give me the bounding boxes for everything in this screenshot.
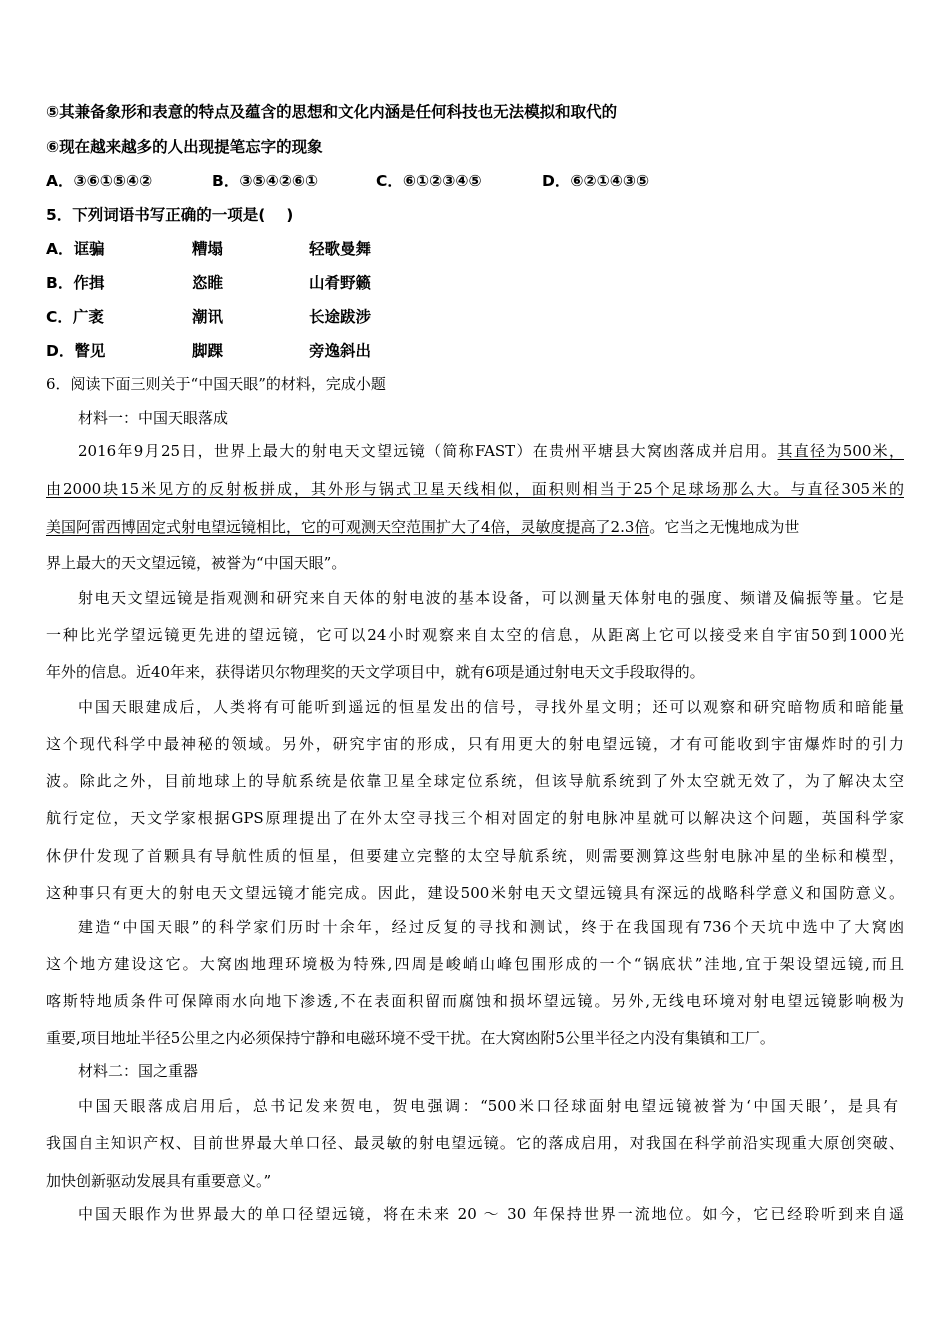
q4-option-c[interactable]: C．⑥①②③④⑤ xyxy=(376,172,482,190)
option-label: B．作揖 xyxy=(46,274,105,292)
p2-line-3: 年外的信息。近40年来，获得诺贝尔物理奖的天文学项目中，就有6项是通过射电天文手段取得的。 xyxy=(46,663,705,681)
p3-line-2: 这个现代科学中最神秘的领域。另外，研究宇宙的形成，只有用更大的射电望远镜，才有可能收到宇宙爆炸时的引力 xyxy=(46,735,904,753)
p2-line-2: 一种比光学望远镜更先进的望远镜，它可以24小时观察来自太空的信息，从距离上它可以接受来自宇宙50到1000光 xyxy=(46,626,904,644)
p3-line-3: 波。除此之外，目前地球上的导航系统是依靠卫星全球定位系统，但该导航系统到了外太空就无效了，为了解决太空 xyxy=(46,772,904,790)
option-word-2: 糟塌 xyxy=(192,240,224,258)
p6-line-1: 中国天眼作为世界最大的单口径望远镜，将在未来 20 ～ 30 年保持世界一流地位。如今，它已经聆听到来自遥 xyxy=(78,1205,904,1223)
option-word-3: 山肴野籁 xyxy=(309,274,372,292)
option-label: C．广袤 xyxy=(46,308,104,326)
p5-line-1: 中国天眼落成启用后，总书记发来贺电，贺电强调：“500米口径球面射电望远镜被誉为‘中国天眼’，是具有 xyxy=(78,1097,898,1115)
p4-line-3: 喀斯特地质条件可保障雨水向地下渗透,不在表面积留而腐蚀和损坏望远镜。另外,无线电环境对射电望远镜影响极为 xyxy=(46,992,904,1010)
q4-options xyxy=(46,171,746,191)
q4-item-5: ⑤其兼备象形和表意的特点及蕴含的思想和文化内涵是任何科技也无法模拟和取代的 xyxy=(46,103,618,121)
p2-line-1: 射电天文望远镜是指观测和研究来自天体的射电波的基本设备，可以测量天体射电的强度、频谱及偏振等量。它是 xyxy=(78,589,904,607)
q4-option-d[interactable]: D．⑥②①④③⑤ xyxy=(542,172,650,190)
option-word-2: 潮讯 xyxy=(192,308,224,326)
q5-option-a[interactable] xyxy=(46,239,546,259)
p4-line-4: 重要,项目地址半径5公里之内必须保持宁静和电磁环境不受干扰。在大窝凼附5公里半径之内没有集镇和工厂。 xyxy=(46,1029,775,1047)
q6-stem: 6．阅读下面三则关于“中国天眼”的材料，完成小题 xyxy=(46,375,386,393)
p5-line-2: 我国自主知识产权、目前世界最大单口径、最灵敏的射电望远镜。它的落成启用，对我国在科学前沿实现重大原创突破、 xyxy=(46,1134,904,1152)
p3-line-5: 休伊什发现了首颗具有导航性质的恒星，但要建立完整的太空导航系统，则需要测算这些射电脉冲星的坐标和模型， xyxy=(46,847,904,865)
p1-line-1: 2016年9月25日，世界上最大的射电天文望远镜（简称FAST）在贵州平塘县大窝凼落成并启用。其直径为500米， xyxy=(78,442,904,460)
option-word-3: 长途跋涉 xyxy=(309,308,372,326)
p4-line-2: 这个地方建设这它。大窝凼地理环境极为特殊,四周是峻峭山峰包围形成的一个“锅底状”洼地,宜于架设望远镜,而且 xyxy=(46,955,904,973)
option-label: D．瞥见 xyxy=(46,342,106,360)
option-word-3: 轻歌曼舞 xyxy=(309,240,372,258)
p4-line-1: 建造“中国天眼”的科学家们历时十余年，经过反复的寻找和测试，终于在我国现有736个天坑中选中了大窝凼 xyxy=(78,918,904,936)
p5-line-3: 加快创新驱动发展具有重要意义。” xyxy=(46,1172,272,1190)
p3-line-6: 这种事只有更大的射电天文望远镜才能完成。因此，建设500米射电天文望远镜具有深远的战略科学意义和国防意义。 xyxy=(46,884,904,902)
option-label: A．诓骗 xyxy=(46,240,105,258)
p3-line-1: 中国天眼建成后，人类将有可能听到遥远的恒星发出的信号，寻找外星文明；还可以观察和研究暗物质和暗能量 xyxy=(78,698,904,716)
option-word-2: 恣睢 xyxy=(192,274,224,292)
material-2-title: 材料二：国之重器 xyxy=(78,1062,199,1080)
material-1-title: 材料一：中国天眼落成 xyxy=(78,409,229,427)
p3-line-4: 航行定位，天文学家根据GPS原理提出了在外太空寻找三个相对固定的射电脉冲星就可以解决这个问题，英国科学家 xyxy=(46,809,904,827)
option-word-2: 脚踝 xyxy=(192,342,224,360)
q5-option-d[interactable] xyxy=(46,341,546,361)
q5-option-b[interactable] xyxy=(46,273,546,293)
q4-option-a[interactable]: A．③⑥①⑤④② xyxy=(46,172,153,190)
q5-option-c[interactable] xyxy=(46,307,546,327)
q4-option-b[interactable]: B．③⑤④②⑥① xyxy=(212,172,319,190)
option-word-3: 旁逸斜出 xyxy=(309,342,372,360)
q5-stem: 5．下列词语书写正确的一项是( ) xyxy=(46,206,294,224)
p1-line-4: 界上最大的天文望远镜，被誉为“中国天眼”。 xyxy=(46,554,347,572)
p1-line-2: 由2000块15米见方的反射板拼成，其外形与锅式卫星天线相似，面积则相当于25个足球场那么大。与直径305米的 xyxy=(46,480,904,498)
p1-line-3: 美国阿雷西博固定式射电望远镜相比，它的可观测天空范围扩大了4倍，灵敏度提高了2.3倍。它当之无愧地成为世 xyxy=(46,518,800,536)
q4-item-6: ⑥现在越来越多的人出现提笔忘字的现象 xyxy=(46,138,323,156)
